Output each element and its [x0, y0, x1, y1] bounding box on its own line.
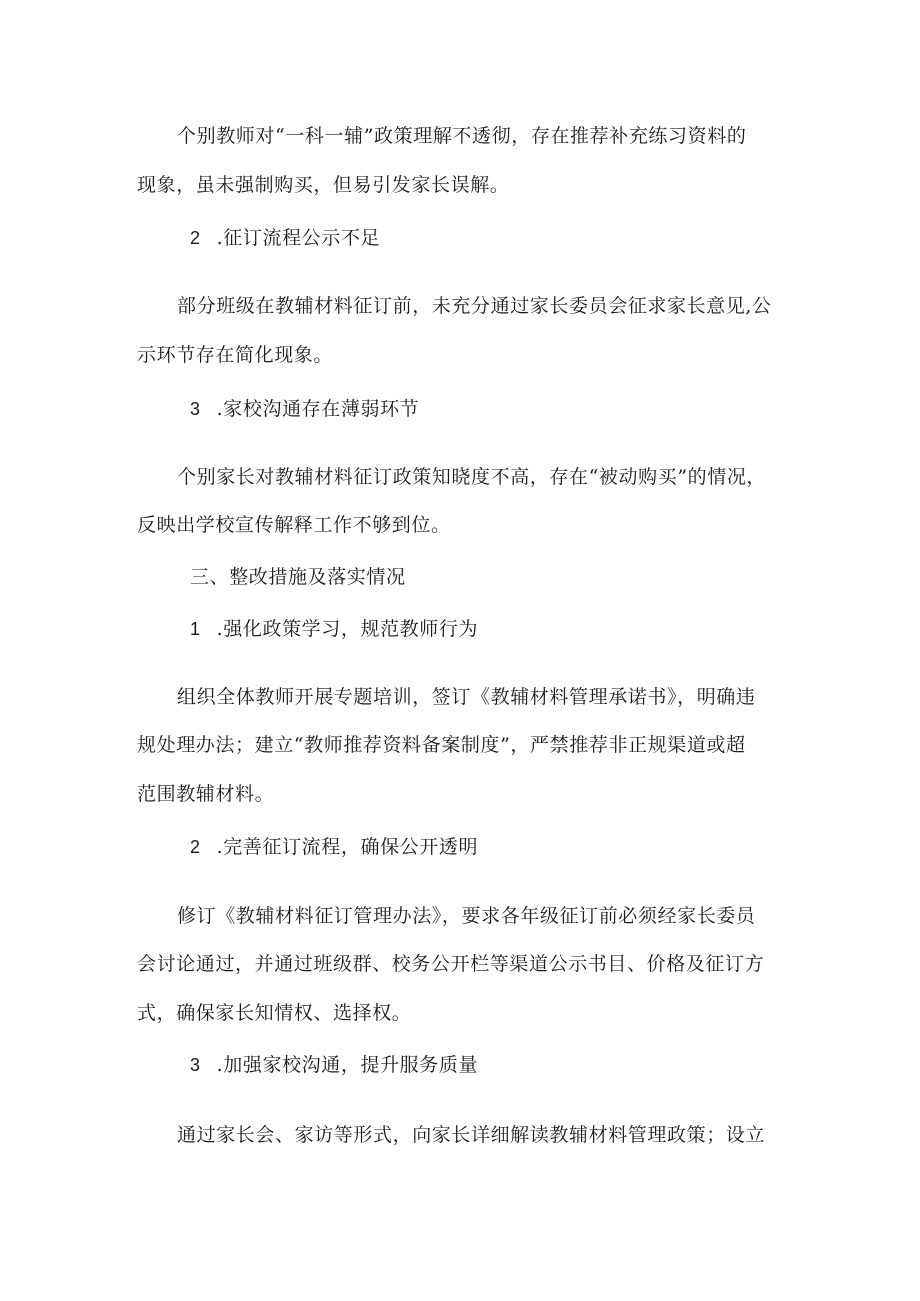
heading-item-3: [190, 397, 419, 421]
paragraph-4-line-3: 范围教辅材料。: [137, 783, 275, 805]
heading-number: 3: [190, 399, 201, 419]
measure-heading-1: [190, 617, 478, 641]
paragraph-5-line-3: 式，确保家长知情权、选择权。: [137, 1002, 412, 1024]
heading-text: .强化政策学习，规范教师行为: [216, 618, 479, 640]
paragraph-5-line-1: 修订《教辅材料征订管理办法》，要求各年级征订前必须经家长委员: [177, 905, 756, 927]
paragraph-1-line-2: 现象，虽未强制购买，但易引发家长误解。: [137, 174, 510, 196]
heading-number: 2: [190, 228, 201, 248]
paragraph-3-line-1: 个别家长对教辅材料征订政策知晓度不高，存在“被动购买”的情况，: [177, 466, 767, 488]
heading-text: .加强家校沟通，提升服务质量: [216, 1054, 479, 1076]
paragraph-6-line-1: 通过家长会、家访等形式，向家长详细解读教辅材料管理政策；设立: [177, 1124, 766, 1146]
paragraph-2-line-2: 示环节存在简化现象。: [137, 344, 334, 366]
paragraph-4-line-1: 组织全体教师开展专题培训，签订《教辅材料管理承诺书》，明确违: [177, 686, 756, 708]
section-heading-3: 三、整改措施及落实情况: [190, 566, 406, 588]
paragraph-2-line-1: 部分班级在教辅材料征订前，未充分通过家长委员会征求家长意见,公: [177, 295, 772, 317]
measure-heading-2: [190, 835, 478, 859]
heading-number: 3: [190, 1055, 201, 1075]
paragraph-3-line-2: 反映出学校宣传解释工作不够到位。: [137, 514, 451, 536]
heading-text: .完善征订流程，确保公开透明: [216, 836, 479, 858]
heading-number: 1: [190, 619, 201, 639]
measure-heading-3: [190, 1053, 478, 1077]
heading-text: .家校沟通存在薄弱环节: [216, 398, 420, 420]
paragraph-1-line-1: 个别教师对“一科一辅”政策理解不透彻，存在推荐补充练习资料的: [177, 125, 747, 147]
heading-item-2: [190, 226, 380, 250]
heading-text: .征订流程公示不足: [216, 227, 381, 249]
paragraph-5-line-2: 会讨论通过，并通过班级群、校务公开栏等渠道公示书目、价格及征订方: [137, 953, 765, 975]
heading-number: 2: [190, 837, 201, 857]
paragraph-4-line-2: 规处理办法；建立“教师推荐资料备案制度”，严禁推荐非正规渠道或超: [137, 734, 746, 756]
